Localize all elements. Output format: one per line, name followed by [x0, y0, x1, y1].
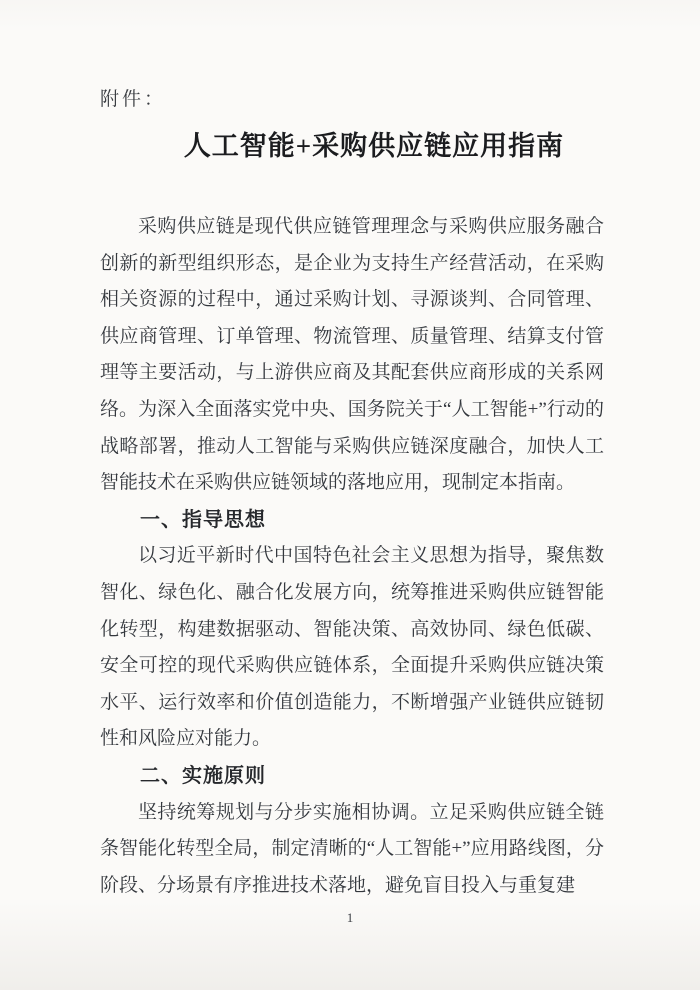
page-number: 1	[346, 910, 354, 925]
body-paragraph: 采购供应链是现代供应链管理理念与采购供应服务融合创新的新型组织形态，是企业为支持生产经营活动，在采购相关资源的过程中，通过采购计划、寻源谈判、合同管理、供应商管理、订单管理、物流管理、质量管理、结算支付管理等主要活动，与上游供应商及其配套供应商形成的关系网络。为深入全面落实党中央、国务院关于“人工智能+”行动的战略部署，推动人工智能与采购供应链深度融合，加快人工智能技术在采购供应链领域的落地应用，现制定本指南。	[100, 216, 604, 494]
section-heading: 一、指导思想	[140, 508, 266, 531]
document-body	[100, 209, 604, 904]
body-paragraph: 坚持统筹规划与分步实施相协调。立足采购供应链全链条智能化转型全局，制定清晰的“人工智能+”应用路线图，分阶段、分场景有序推进技术落地，避免盲目投入与重复建	[100, 801, 604, 896]
body-paragraph: 以习近平新时代中国特色社会主义思想为指导，聚焦数智化、绿色化、融合化发展方向，统筹推进采购供应链智能化转型，构建数据驱动、智能决策、高效协同、绿色低碳、安全可控的现代采购供应链体系，全面提升采购供应链决策水平、运行效率和价值创造能力，不断增强产业链供应链韧性和风险应对能力。	[100, 545, 604, 750]
section-heading: 二、实施原则	[140, 764, 266, 787]
document-title: 人工智能+采购供应链应用指南	[183, 131, 565, 161]
attachment-label: 附件：	[100, 89, 167, 110]
